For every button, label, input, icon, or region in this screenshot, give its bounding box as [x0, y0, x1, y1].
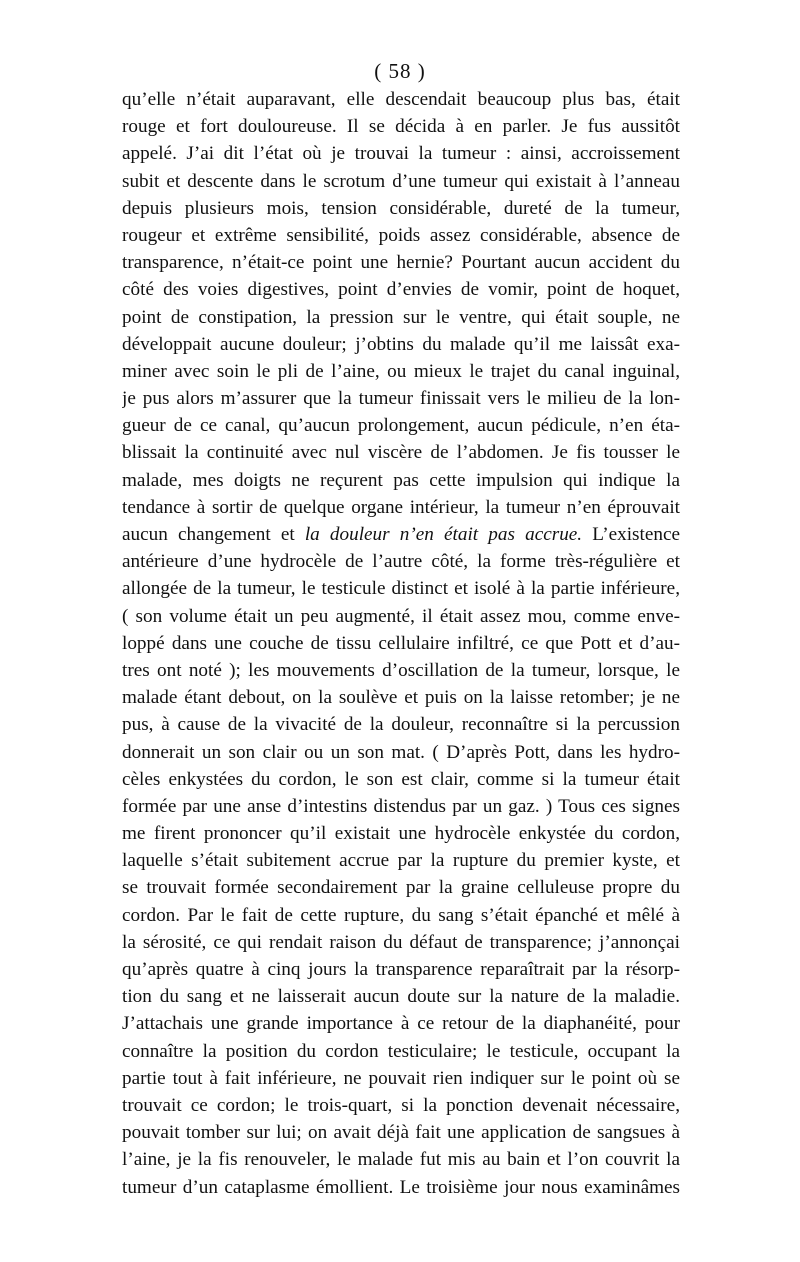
- text-line: malade, mes doigts ne reçurent pas cette impulsion qui indique la: [122, 469, 680, 491]
- text-line: tres ont noté ); les mouvements d’oscillation de la tumeur, lorsque, le: [122, 659, 680, 681]
- text-line: tion du sang et ne laisserait aucun doute sur la nature de la maladie.: [122, 986, 680, 1008]
- text-line: J’attachais une grande importance à ce retour de la diaphanéité, pour: [122, 1013, 680, 1035]
- text-line: côté des voies digestives, point d’envies de vomir, point de hoquet,: [122, 279, 680, 301]
- text-line: rougeur et extrême sensibilité, poids assez considérable, absence de: [122, 224, 680, 246]
- text-run: L’existence: [582, 524, 680, 545]
- body-text: [122, 86, 680, 1201]
- text-line: partie tout à fait inférieure, ne pouvait rien indiquer sur le point où se: [122, 1067, 680, 1089]
- text-line: pus, à cause de la vivacité de la douleur, reconnaître si la percussion: [122, 714, 680, 736]
- text-line: laquelle s’était subitement accrue par la rupture du premier kyste, et: [122, 850, 680, 872]
- text-line: gueur de ce canal, qu’aucun prolongement, aucun pédicule, n’en éta-: [122, 415, 680, 437]
- text-line: cèles enkystées du cordon, le son est clair, comme si la tumeur était: [122, 768, 680, 790]
- page-number: ( 58 ): [374, 59, 426, 83]
- text-line: [122, 521, 680, 548]
- text-line: malade étant debout, on la soulève et puis on la laisse retomber; je ne: [122, 687, 680, 709]
- text-line: cordon. Par le fait de cette rupture, du sang s’était épanché et mêlé à: [122, 904, 680, 926]
- text-line: l’aine, je la fis renouveler, le malade fut mis au bain et l’on couvrit la: [122, 1149, 680, 1171]
- text-line: qu’après quatre à cinq jours la transparence reparaîtrait par la résorp-: [122, 959, 680, 980]
- text-line: loppé dans une couche de tissu cellulaire infiltré, ce que Pott et d’au-: [122, 632, 680, 654]
- text-line: qu’elle n’était auparavant, elle descendait beaucoup plus bas, était: [122, 89, 680, 110]
- text-line: pouvait tomber sur lui; on avait déjà fait une application de sangsues à: [122, 1122, 680, 1144]
- text-line: connaître la position du cordon testiculaire; le testicule, occupant la: [122, 1040, 680, 1062]
- text-line: appelé. J’ai dit l’état où je trouvai la tumeur : ainsi, accroissement: [122, 143, 680, 165]
- text-line: antérieure d’une hydrocèle de l’autre côté, la forme très-régulière et: [122, 551, 680, 573]
- text-line: donnerait un son clair ou un son mat. ( D’après Pott, dans les hydro-: [122, 741, 680, 763]
- text-line: allongée de la tumeur, le testicule distinct et isolé à la partie inférieure,: [122, 578, 680, 600]
- text-line: point de constipation, la pression sur le ventre, qui était souple, ne: [122, 306, 680, 328]
- text-line: transparence, n’était-ce point une hernie? Pourtant aucun accident du: [122, 252, 680, 274]
- text-line: blissait la continuité avec nul viscère de l’abdomen. Je fis tousser le: [122, 442, 680, 464]
- text-line: développait aucune douleur; j’obtins du malade qu’il me laissât exa-: [122, 333, 680, 355]
- text-line: trouvait ce cordon; le trois-quart, si la ponction devenait nécessaire,: [122, 1094, 680, 1116]
- italic-text-run: la douleur n’en était pas accrue.: [304, 524, 583, 545]
- text-run: aucun changement et: [122, 524, 305, 545]
- text-line: tumeur d’un cataplasme émollient. Le troisième jour nous examinâmes: [122, 1176, 680, 1198]
- text-line: formée par une anse d’intestins distendus par un gaz. ) Tous ces signes: [122, 795, 680, 817]
- text-line: subit et descente dans le scrotum d’une tumeur qui existait à l’anneau: [122, 170, 680, 192]
- text-line: rouge et fort douloureuse. Il se décida à en parler. Je fus aussitôt: [122, 116, 680, 138]
- text-line: miner avec soin le pli de l’aine, ou mieux le trajet du canal inguinal,: [122, 360, 680, 382]
- text-line: depuis plusieurs mois, tension considérable, dureté de la tumeur,: [122, 197, 680, 219]
- text-line: me firent prononcer qu’il existait une hydrocèle enkystée du cordon,: [122, 823, 680, 845]
- text-line: ( son volume était un peu augmenté, il était assez mou, comme enve-: [122, 605, 680, 627]
- text-line: tendance à sortir de quelque organe intérieur, la tumeur n’en éprouvait: [122, 496, 680, 518]
- text-line: la sérosité, ce qui rendait raison du défaut de transparence; j’annonçai: [122, 931, 680, 953]
- text-line: se trouvait formée secondairement par la graine celluleuse propre du: [122, 877, 680, 899]
- text-line: je pus alors m’assurer que la tumeur finissait vers le milieu de la lon-: [122, 388, 680, 410]
